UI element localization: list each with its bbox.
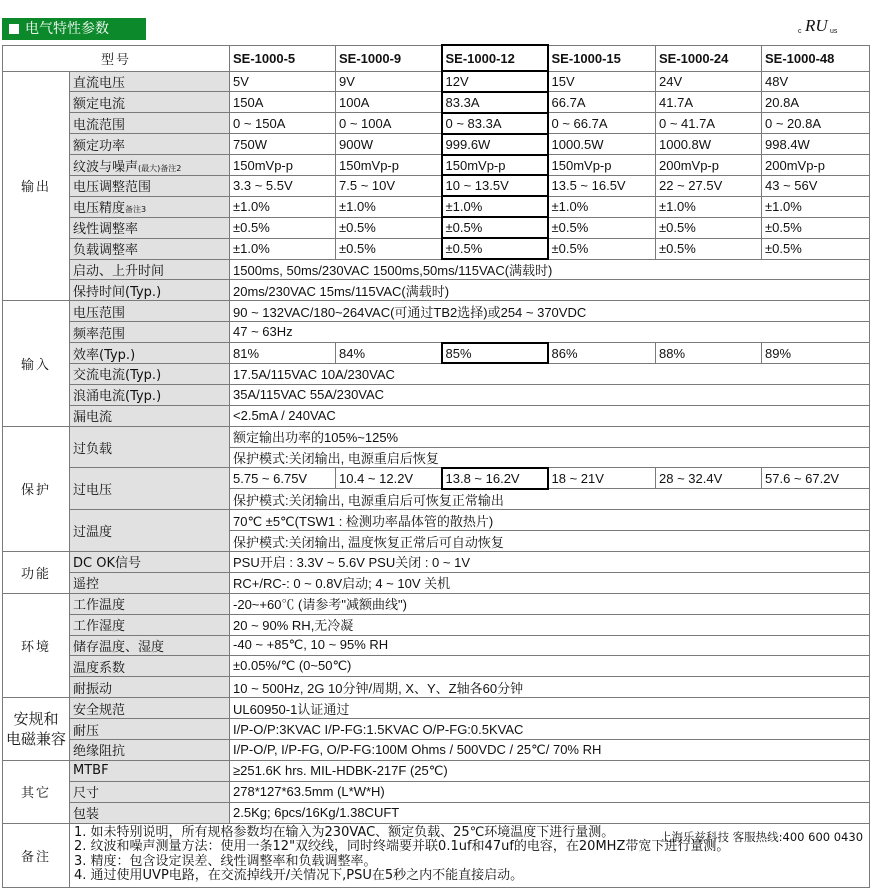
spec-row-vibration (3, 677, 870, 698)
spec-row-load-regulation (3, 238, 870, 259)
row-label: 启动、上升时间 (70, 259, 230, 280)
spec-row-hold-up-time (3, 280, 870, 301)
value-cell: 998.4W (762, 134, 870, 155)
value-cell-highlighted: ±1.0% (442, 196, 548, 217)
value-cell-highlighted: ±0.5% (442, 217, 548, 238)
value-cell: ±1.0% (336, 196, 442, 217)
svg-text:RU: RU (805, 16, 828, 35)
value-cell-wide: -40 ~ +85℃, 10 ~ 95% RH (230, 635, 870, 656)
value-cell-highlighted: ±0.5% (442, 238, 548, 259)
value-cell: ±0.5% (762, 217, 870, 238)
value-cell: ±0.5% (656, 238, 762, 259)
value-cell-wide: 47 ~ 63Hz (230, 322, 870, 343)
value-cell-wide: 90 ~ 132VAC/180~264VAC(可通过TB2选择)或254 ~ 370VDC (230, 301, 870, 322)
row-label: 温度系数 (70, 656, 230, 677)
value-cell-wide: 额定输出功率的105%~125% (230, 426, 870, 447)
row-label: 额定电流 (70, 92, 230, 113)
category-safety-line1: 安规和 (13, 710, 59, 729)
spec-row-working-temp (3, 593, 870, 614)
spec-row-over-voltage-1 (3, 468, 870, 489)
row-label-text: 电压精度 (73, 201, 126, 217)
row-label: 耐振动 (70, 677, 230, 698)
value-cell-wide: 1500ms, 50ms/230VAC 1500ms,50ms/115VAC(满载时) (230, 259, 870, 280)
value-cell: ±0.5% (230, 217, 336, 238)
value-cell: 10.4 ~ 12.2V (336, 468, 442, 489)
svg-text:us: us (830, 28, 838, 35)
row-label: 频率范围 (70, 322, 230, 343)
notes-cell (70, 823, 870, 887)
spec-row-inrush-current (3, 384, 870, 405)
value-cell-wide: 保护模式:关闭输出, 温度恢复正常后可自动恢复 (230, 531, 870, 552)
section-title-bar (2, 18, 146, 40)
row-label: MTBF (70, 760, 230, 781)
row-label: 包装 (70, 802, 230, 823)
value-cell-highlighted: 999.6W (442, 134, 548, 155)
value-cell: 43 ~ 56V (762, 175, 870, 196)
value-cell: 150mVp-p (548, 155, 656, 176)
spec-row-input-voltage-range (3, 301, 870, 322)
value-cell: ±0.5% (762, 238, 870, 259)
category-safety-line2: 电磁兼容 (5, 730, 66, 749)
row-label: 工作湿度 (70, 614, 230, 635)
row-label: 额定功率 (70, 134, 230, 155)
value-cell-wide: UL60950-1认证通过 (230, 698, 870, 719)
note-line: 4. 通过使用UVP电路，在交流掉线开/关情况下,PSU在5秒之内不能直接启动。 (74, 868, 524, 884)
spec-row-over-temperature-1 (3, 510, 870, 531)
spec-row-dimension (3, 781, 870, 802)
spec-row-safety-standards (3, 698, 870, 719)
value-cell-wide: -20~+60℃ (请参考"减额曲线") (230, 593, 870, 614)
section-title: 电气特性参数 (25, 21, 109, 37)
category-output: 输出 (3, 71, 70, 301)
spec-row-temp-coefficient (3, 656, 870, 677)
value-cell: 89% (762, 343, 870, 364)
value-cell-wide: ±0.05%/℃ (0~50℃) (230, 656, 870, 677)
value-cell: 86% (548, 343, 656, 364)
value-cell: 9V (336, 71, 442, 92)
row-label: 漏电流 (70, 405, 230, 426)
spec-row-working-humidity (3, 614, 870, 635)
row-label: 安全规范 (70, 698, 230, 719)
row-label: 交流电流(Typ.) (70, 363, 230, 384)
category-notes: 备注 (3, 823, 70, 887)
model-name: SE-1000-48 (762, 45, 870, 71)
note-line: 2. 纹波和噪声测量方法：使用一条12"双绞线，同时终端要并联0.1uf和47uf的电容，在20MHZ带宽下进行量测。 (74, 839, 730, 855)
value-cell: 15V (548, 71, 656, 92)
value-cell-wide: PSU开启 : 3.3V ~ 5.6V PSU关闭 : 0 ~ 1V (230, 551, 870, 572)
value-cell: 150mVp-p (230, 155, 336, 176)
value-cell: 18 ~ 21V (548, 468, 656, 489)
value-cell: 57.6 ~ 67.2V (762, 468, 870, 489)
value-cell-wide: 278*127*63.5mm (L*W*H) (230, 781, 870, 802)
row-label: 效率(Typ.) (70, 343, 230, 364)
value-cell: 48V (762, 71, 870, 92)
row-label-note: 备注3 (125, 205, 147, 215)
spec-row-leakage-current (3, 405, 870, 426)
model-name: SE-1000-15 (548, 45, 656, 71)
category-input: 输入 (3, 301, 70, 426)
value-cell: ±1.0% (762, 196, 870, 217)
row-label (70, 196, 230, 217)
value-cell-highlighted: 85% (442, 343, 548, 364)
spec-row-ac-current (3, 363, 870, 384)
notes-row (3, 823, 870, 887)
spec-row-isolation (3, 740, 870, 761)
value-cell: 0 ~ 20.8A (762, 113, 870, 134)
row-label: 过负载 (70, 426, 230, 468)
value-cell: ±0.5% (336, 217, 442, 238)
value-cell: 0 ~ 41.7A (656, 113, 762, 134)
value-cell-wide: 17.5A/115VAC 10A/230VAC (230, 363, 870, 384)
value-cell: 750W (230, 134, 336, 155)
value-cell: 88% (656, 343, 762, 364)
value-cell-wide: 保护模式:关闭输出, 电源重启后可恢复正常输出 (230, 489, 870, 510)
spec-row-line-regulation (3, 217, 870, 238)
value-cell: 1000.5W (548, 134, 656, 155)
row-label-text: 纹波与噪声 (73, 159, 139, 175)
value-cell-wide: <2.5mA / 240VAC (230, 405, 870, 426)
value-cell-wide: 2.5Kg; 6pcs/16Kg/1.38CUFT (230, 802, 870, 823)
spec-row-remote (3, 572, 870, 593)
row-label: 遥控 (70, 572, 230, 593)
value-cell: 81% (230, 343, 336, 364)
category-function: 功能 (3, 551, 70, 593)
model-name: SE-1000-5 (230, 45, 336, 71)
model-name: SE-1000-9 (336, 45, 442, 71)
value-cell: 66.7A (548, 92, 656, 113)
value-cell-wide: 20 ~ 90% RH,无冷凝 (230, 614, 870, 635)
spec-row-efficiency (3, 343, 870, 364)
ul-certification-logo (797, 14, 841, 36)
value-cell: 1000.8W (656, 134, 762, 155)
row-label: 过温度 (70, 510, 230, 552)
value-cell: 0 ~ 100A (336, 113, 442, 134)
row-label: DC OK信号 (70, 551, 230, 572)
note-line: 1. 如未特别说明，所有规格参数均在输入为230VAC、额定负载、25℃环境温度下进行量测。 (74, 824, 615, 840)
value-cell: 150mVp-p (336, 155, 442, 176)
row-label: 直流电压 (70, 71, 230, 92)
spec-row-setup-rise-time (3, 259, 870, 280)
value-cell: 84% (336, 343, 442, 364)
row-label: 电压调整范围 (70, 175, 230, 196)
spec-row-storage (3, 635, 870, 656)
value-cell: ±0.5% (548, 238, 656, 259)
row-label: 尺寸 (70, 781, 230, 802)
value-cell-highlighted: 12V (442, 71, 548, 92)
spec-row-dc-voltage (3, 71, 870, 92)
value-cell-wide: 70℃ ±5℃(TSW1 : 检测功率晶体管的散热片) (230, 510, 870, 531)
row-label: 保持时间(Typ.) (70, 280, 230, 301)
row-label-note: (最大)备注2 (138, 163, 182, 173)
square-icon (9, 24, 19, 34)
row-label: 绝缘阻抗 (70, 740, 230, 761)
value-cell: 0 ~ 150A (230, 113, 336, 134)
value-cell-wide: I/P-O/P, I/P-FG, O/P-FG:100M Ohms / 500VDC / 25℃/ 70% RH (230, 740, 870, 761)
model-header-row (3, 45, 870, 71)
category-protection: 保护 (3, 426, 70, 551)
value-cell-highlighted: 0 ~ 83.3A (442, 113, 548, 134)
spec-row-dc-ok (3, 551, 870, 572)
value-cell-wide: I/P-O/P:3KVAC I/P-FG:1.5KVAC O/P-FG:0.5KVAC (230, 719, 870, 740)
value-cell-highlighted: 13.8 ~ 16.2V (442, 468, 548, 489)
value-cell: ±0.5% (548, 217, 656, 238)
value-cell: 24V (656, 71, 762, 92)
value-cell: 200mVp-p (656, 155, 762, 176)
value-cell-wide: 35A/115VAC 55A/230VAC (230, 384, 870, 405)
row-label (70, 155, 230, 176)
spec-row-ripple-noise (3, 155, 870, 176)
value-cell: 3.3 ~ 5.5V (230, 175, 336, 196)
spec-row-overload-1 (3, 426, 870, 447)
value-cell: ±0.5% (336, 238, 442, 259)
row-label: 负载调整率 (70, 238, 230, 259)
value-cell: ±0.5% (656, 217, 762, 238)
spec-row-packing (3, 802, 870, 823)
service-hotline: 上海乐兹科技 客服热线:400 600 0430 (660, 829, 864, 844)
row-label: 电压范围 (70, 301, 230, 322)
row-label: 浪涌电流(Typ.) (70, 384, 230, 405)
model-name: SE-1000-24 (656, 45, 762, 71)
spec-row-current-range (3, 113, 870, 134)
category-safety-emc (3, 698, 70, 761)
spec-row-frequency-range (3, 322, 870, 343)
value-cell: 7.5 ~ 10V (336, 175, 442, 196)
spec-row-mtbf (3, 760, 870, 781)
value-cell: 5V (230, 71, 336, 92)
value-cell: 900W (336, 134, 442, 155)
category-others: 其它 (3, 760, 70, 823)
value-cell: 13.5 ~ 16.5V (548, 175, 656, 196)
value-cell: ±1.0% (548, 196, 656, 217)
row-label: 电流范围 (70, 113, 230, 134)
spec-row-voltage-tolerance (3, 196, 870, 217)
svg-text:c: c (798, 28, 802, 35)
value-cell: 100A (336, 92, 442, 113)
spec-row-rated-current (3, 92, 870, 113)
row-label: 过电压 (70, 468, 230, 510)
value-cell: ±1.0% (230, 196, 336, 217)
value-cell: ±1.0% (230, 238, 336, 259)
value-cell-wide: RC+/RC-: 0 ~ 0.8V启动; 4 ~ 10V 关机 (230, 572, 870, 593)
spec-row-voltage-adj-range (3, 175, 870, 196)
spec-row-rated-power (3, 134, 870, 155)
value-cell-wide: 保护模式:关闭输出, 电源重启后恢复 (230, 447, 870, 468)
value-cell: 22 ~ 27.5V (656, 175, 762, 196)
value-cell: 0 ~ 66.7A (548, 113, 656, 134)
value-cell-highlighted: 83.3A (442, 92, 548, 113)
spec-table (2, 44, 870, 888)
spec-row-withstand (3, 719, 870, 740)
value-cell: 41.7A (656, 92, 762, 113)
value-cell: 150A (230, 92, 336, 113)
category-environment: 环境 (3, 593, 70, 697)
row-label: 耐压 (70, 719, 230, 740)
value-cell: 20.8A (762, 92, 870, 113)
note-line: 3. 精度：包含设定误差、线性调整率和负载调整率。 (74, 853, 377, 869)
value-cell-highlighted: 150mVp-p (442, 155, 548, 176)
value-cell: 200mVp-p (762, 155, 870, 176)
value-cell-wide: ≥251.6K hrs. MIL-HDBK-217F (25℃) (230, 760, 870, 781)
value-cell: ±1.0% (656, 196, 762, 217)
model-name-highlighted: SE-1000-12 (442, 45, 548, 71)
value-cell-wide: 10 ~ 500Hz, 2G 10分钟/周期, X、Y、Z轴各60分钟 (230, 677, 870, 698)
model-header-label: 型号 (3, 45, 230, 71)
row-label: 线性调整率 (70, 217, 230, 238)
value-cell-wide: 20ms/230VAC 15ms/115VAC(满载时) (230, 280, 870, 301)
value-cell: 28 ~ 32.4V (656, 468, 762, 489)
row-label: 储存温度、湿度 (70, 635, 230, 656)
value-cell-highlighted: 10 ~ 13.5V (442, 175, 548, 196)
row-label: 工作温度 (70, 593, 230, 614)
value-cell: 5.75 ~ 6.75V (230, 468, 336, 489)
